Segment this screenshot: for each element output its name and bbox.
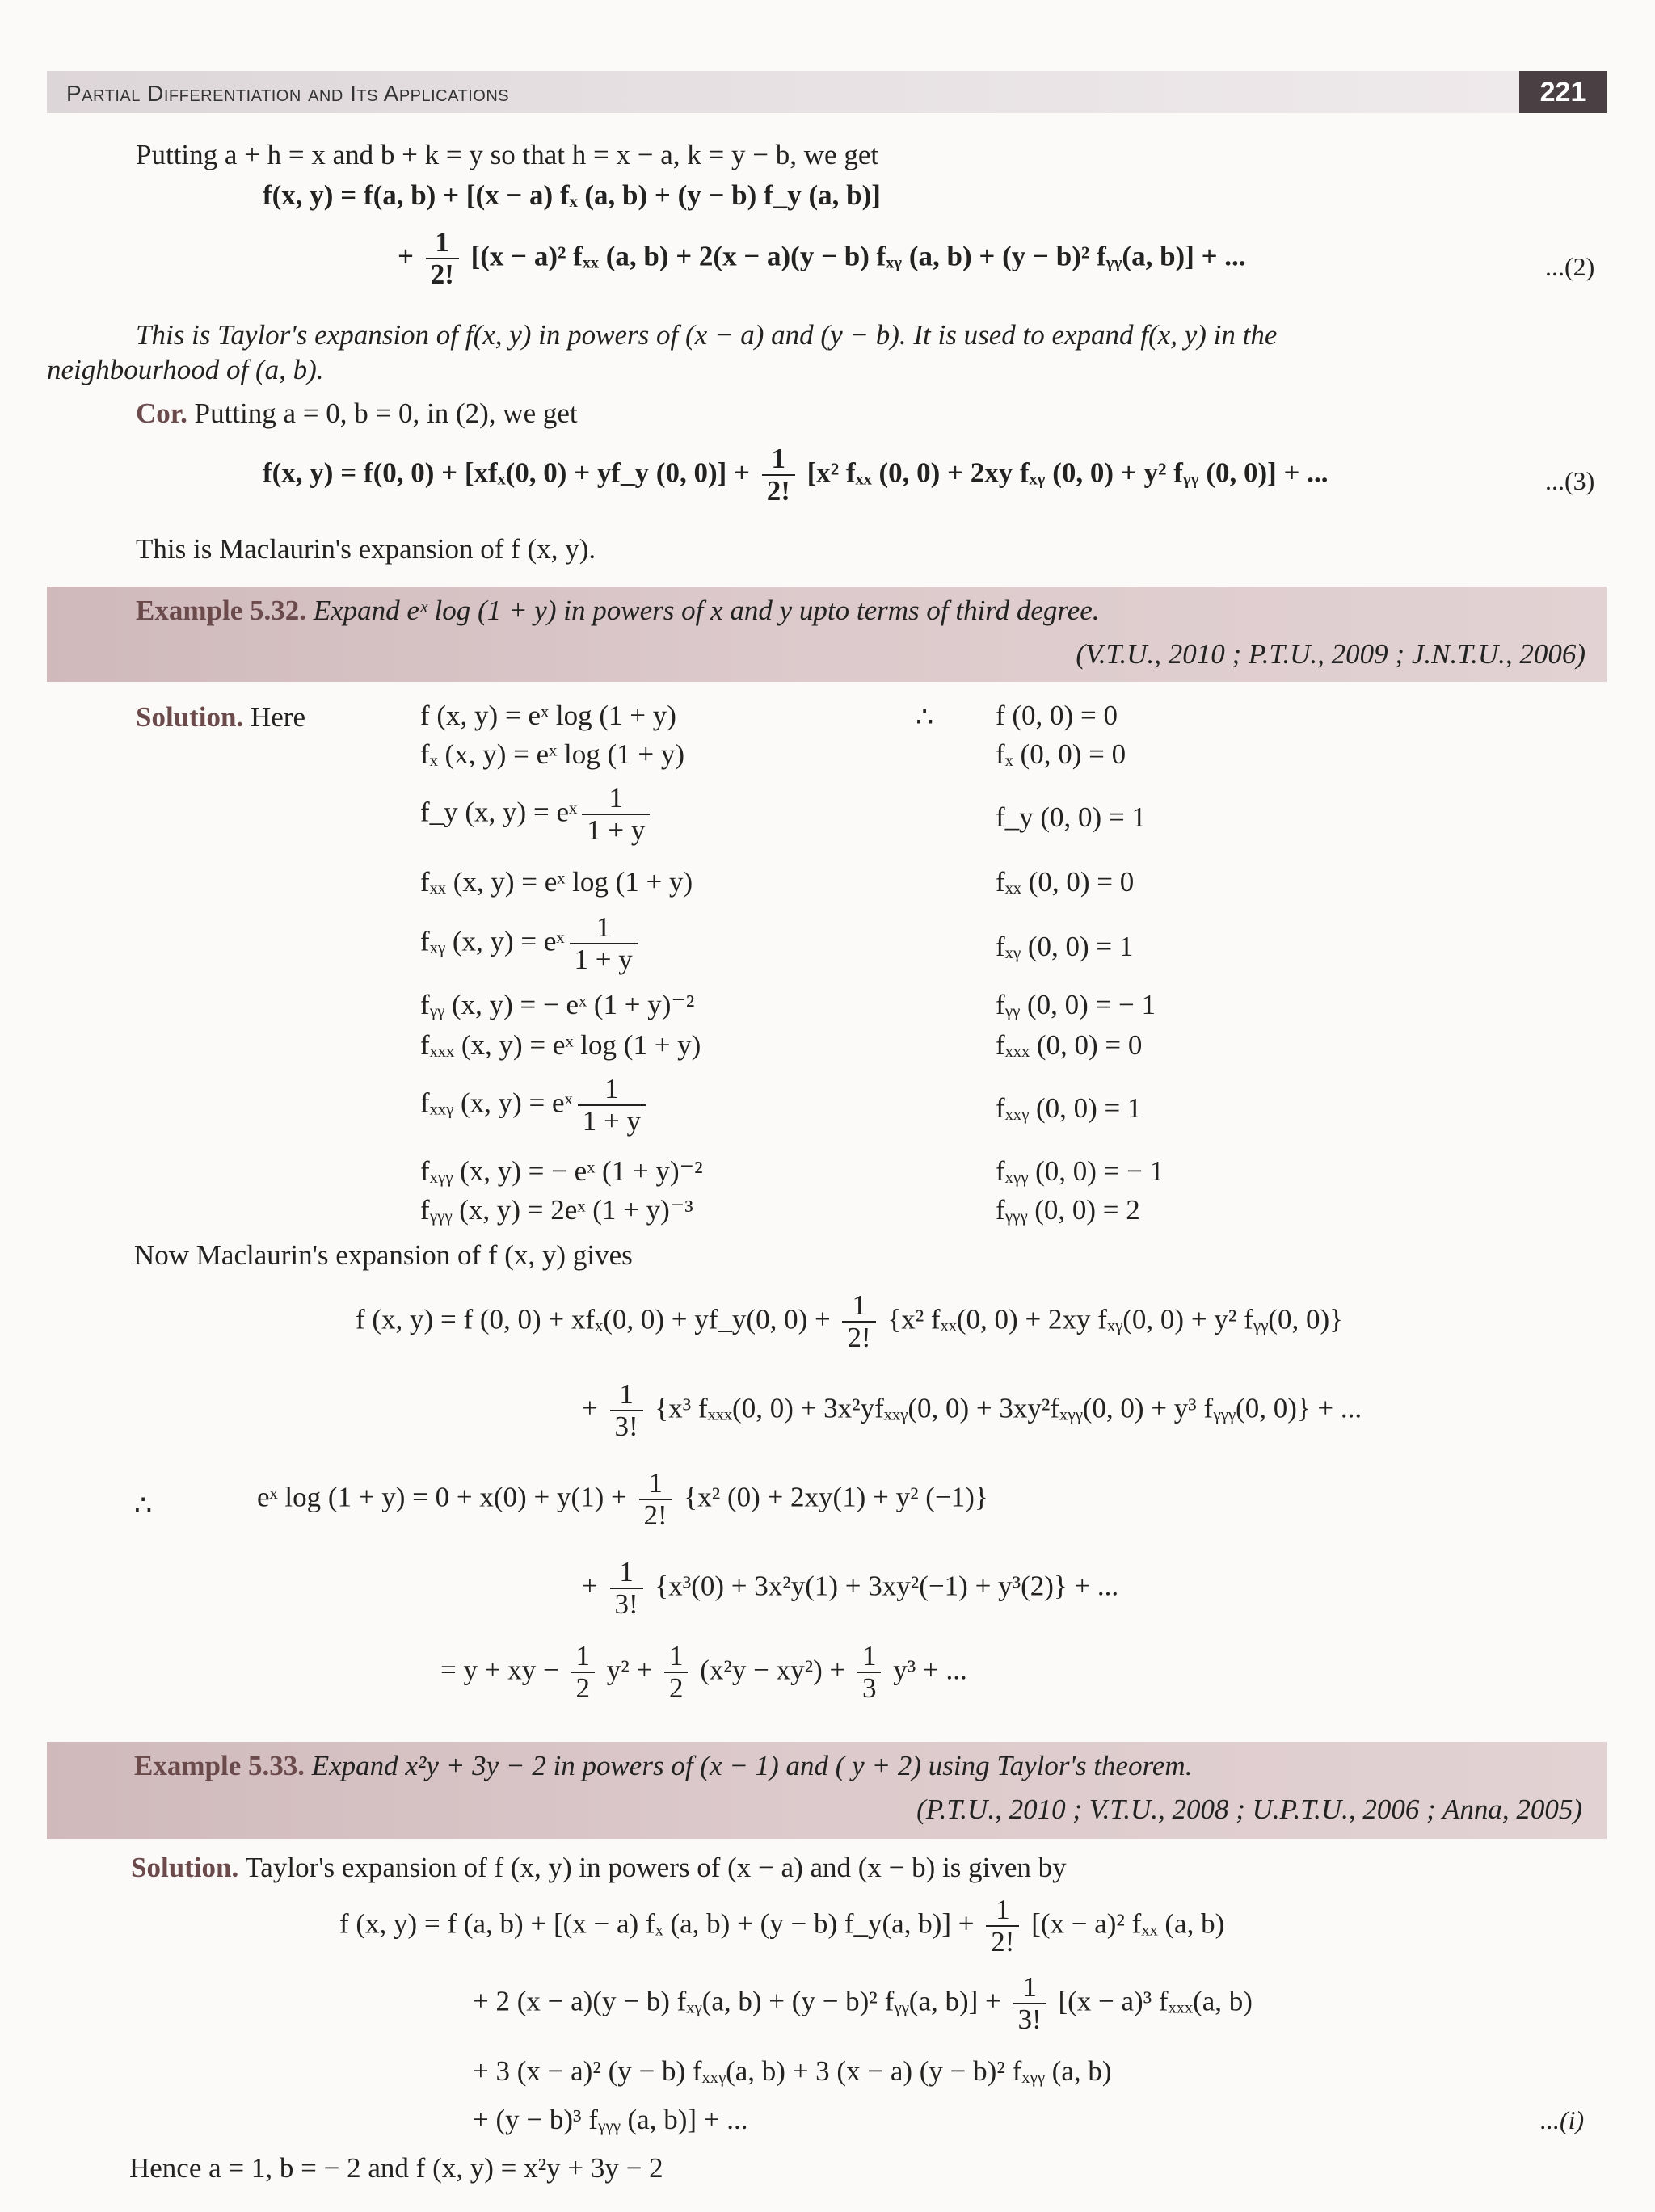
page-header (47, 71, 1607, 113)
eq-i-number: ...(i) (1540, 2105, 1585, 2134)
maclaurin-expansion-2: + $\frac{1}{3!}$ {x³ fₓₓₓ(0, 0) + 3x²yfₓₓᵧ(0, 0) + 3xy²fₓᵧᵧ(0, 0) + y³ fᵧᵧᵧ(0, 0)} + ... (582, 1378, 1362, 1442)
example-5-33-statement: Example 5.33. Expand x²y + 3y − 2 in powers of (x − 1) and ( y + 2) using Taylor's theorem. (134, 1750, 1193, 1781)
derivative-value: fₓᵧ (0, 0) = 1 (996, 931, 1134, 962)
derivative-row: fₓᵧ (x, y) = eˣ $\frac{1}{1 + y}$ (420, 913, 642, 975)
eq3-line: f(x, y) = f(0, 0) + [xfₓ(0, 0) + yf_y (0, 0)] + $\frac{1}{2!}$ [x² fₓₓ (0, 0) + 2xy fₓᵧ (0, 0) + y² fᵧᵧ (0, 0)] + ... (263, 443, 1329, 507)
derivative-row: f_y (x, y) = eˣ $\frac{1}{1 + y}$ (420, 784, 655, 846)
derivative-value: fᵧᵧᵧ (0, 0) = 2 (996, 1194, 1140, 1226)
example-5-32-source: (V.T.U., 2010 ; P.T.U., 2009 ; J.N.T.U., 2006) (1076, 638, 1586, 670)
example-5-33-box (47, 1742, 1607, 1839)
result-line-2: + $\frac{1}{3!}$ {x³(0) + 3x²y(1) + 3xy²(−1) + y³(2)} + ... (582, 1556, 1119, 1620)
result-line-1: eˣ log (1 + y) = 0 + x(0) + y(1) + $\frac{1}{2!}$ {x² (0) + 2xy(1) + y² (−1)} (257, 1467, 988, 1531)
chapter-title: Partial Differentiation and Its Applications (66, 81, 510, 106)
example-5-32-statement: Example 5.32. Expand eˣ log (1 + y) in powers of x and y upto terms of third degree. (136, 595, 1100, 626)
derivative-value: fₓₓ (0, 0) = 0 (996, 866, 1135, 898)
solution-here: Solution. Here (136, 701, 306, 733)
eq3-number: ...(3) (1545, 466, 1595, 495)
eq3-fraction: $\frac{1}{2!}$ (762, 444, 795, 507)
taylor-note-2: neighbourhood of (a, b). (47, 354, 324, 385)
derivative-row: fₓₓₓ (x, y) = eˣ log (1 + y) (420, 1029, 701, 1061)
therefore-symbol: ∴ (916, 701, 934, 733)
derivative-row: fₓₓ (x, y) = eˣ log (1 + y) (420, 866, 693, 898)
taylor-note-1: This is Taylor's expansion of f(x, y) in powers of (x − a) and (y − b). It is used to expand f(x, y) in the (136, 319, 1278, 351)
taylor-line-4: + (y − b)³ fᵧᵧᵧ (a, b)] + ... (473, 2104, 748, 2135)
result-therefore: ∴ (134, 1490, 153, 1521)
derivative-value: fₓₓᵧ (0, 0) = 1 (996, 1092, 1142, 1124)
derivative-value: fᵧᵧ (0, 0) = − 1 (996, 989, 1156, 1020)
solution-5-33: Solution. Taylor's expansion of f (x, y) in powers of (x − a) and (x − b) is given by (131, 1852, 1067, 1883)
derivative-row: fₓ (x, y) = eˣ log (1 + y) (420, 738, 685, 770)
derivative-fraction: $\frac{1}{1 + y}$ (582, 784, 650, 846)
now-maclaurin-line: Now Maclaurin's expansion of f (x, y) gives (134, 1239, 633, 1271)
putting-line: Putting a + h = x and b + k = y so that h = x − a, k = y − b, we get (136, 139, 879, 170)
eq2-fraction: $\frac{1}{2!}$ (426, 228, 459, 290)
example-5-33-source: (P.T.U., 2010 ; V.T.U., 2008 ; U.P.T.U., 2006 ; Anna, 2005) (916, 1794, 1582, 1825)
taylor-line-1: f (x, y) = f (a, b) + [(x − a) fₓ (a, b) + (y − b) f_y(a, b)] + $\frac{1}{2!}$ [(x − a)² fₓₓ (a, b) (339, 1894, 1225, 1958)
eq2-line1: f(x, y) = f(a, b) + [(x − a) fₓ (a, b) + (y − b) f_y (a, b)] (263, 179, 881, 211)
corollary-line: Cor. Putting a = 0, b = 0, in (2), we get (136, 397, 578, 429)
derivative-row: fᵧᵧ (x, y) = − eˣ (1 + y)⁻² (420, 989, 695, 1020)
derivative-row: fₓₓᵧ (x, y) = eˣ $\frac{1}{1 + y}$ (420, 1074, 651, 1137)
eq2-line2: + $\frac{1}{2!}$ [(x − a)² fₓₓ (a, b) + 2(x − a)(y − b) fₓᵧ (a, b) + (y − b)² fᵧᵧ(a, b)] + ... (398, 226, 1246, 290)
derivative-value: fₓ (0, 0) = 0 (996, 738, 1126, 770)
maclaurin-note: This is Maclaurin's expansion of f (x, y). (136, 533, 596, 565)
cor-label: Cor. (136, 397, 187, 429)
hence-line: Hence a = 1, b = − 2 and f (x, y) = x²y + 3y − 2 (129, 2152, 663, 2184)
final-result: = y + xy − $\frac{1}{2}$ y² + $\frac{1}{2}$ (x²y − xy²) + $\frac{1}{3}$ y³ + ... (440, 1640, 967, 1704)
taylor-line-2: + 2 (x − a)(y − b) fₓᵧ(a, b) + (y − b)² fᵧᵧ(a, b)] + $\frac{1}{3!}$ [(x − a)³ fₓₓₓ(a, b) (473, 1971, 1253, 2035)
example-5-32-box (47, 587, 1607, 682)
derivative-row: f (x, y) = eˣ log (1 + y) (420, 700, 676, 731)
derivative-value: f (0, 0) = 0 (996, 700, 1118, 731)
maclaurin-expansion-1: f (x, y) = f (0, 0) + xfₓ(0, 0) + yf_y(0, 0) + $\frac{1}{2!}$ {x² fₓₓ(0, 0) + 2xy fₓᵧ(0, 0) + y² fᵧᵧ(0, 0)} (356, 1289, 1343, 1353)
derivative-row: fₓᵧᵧ (x, y) = − eˣ (1 + y)⁻² (420, 1155, 703, 1187)
derivative-row: fᵧᵧᵧ (x, y) = 2eˣ (1 + y)⁻³ (420, 1194, 693, 1226)
derivative-value: fₓᵧᵧ (0, 0) = − 1 (996, 1155, 1164, 1187)
derivative-value: f_y (0, 0) = 1 (996, 801, 1146, 833)
derivative-value: fₓₓₓ (0, 0) = 0 (996, 1029, 1143, 1061)
taylor-line-3: + 3 (x − a)² (y − b) fₓₓᵧ(a, b) + 3 (x − a) (y − b)² fₓᵧᵧ (a, b) (473, 2055, 1112, 2087)
page-number: 221 (1519, 71, 1607, 113)
derivative-fraction: $\frac{1}{1 + y}$ (578, 1074, 646, 1137)
derivative-fraction: $\frac{1}{1 + y}$ (570, 913, 638, 975)
eq2-number: ...(2) (1545, 252, 1595, 281)
